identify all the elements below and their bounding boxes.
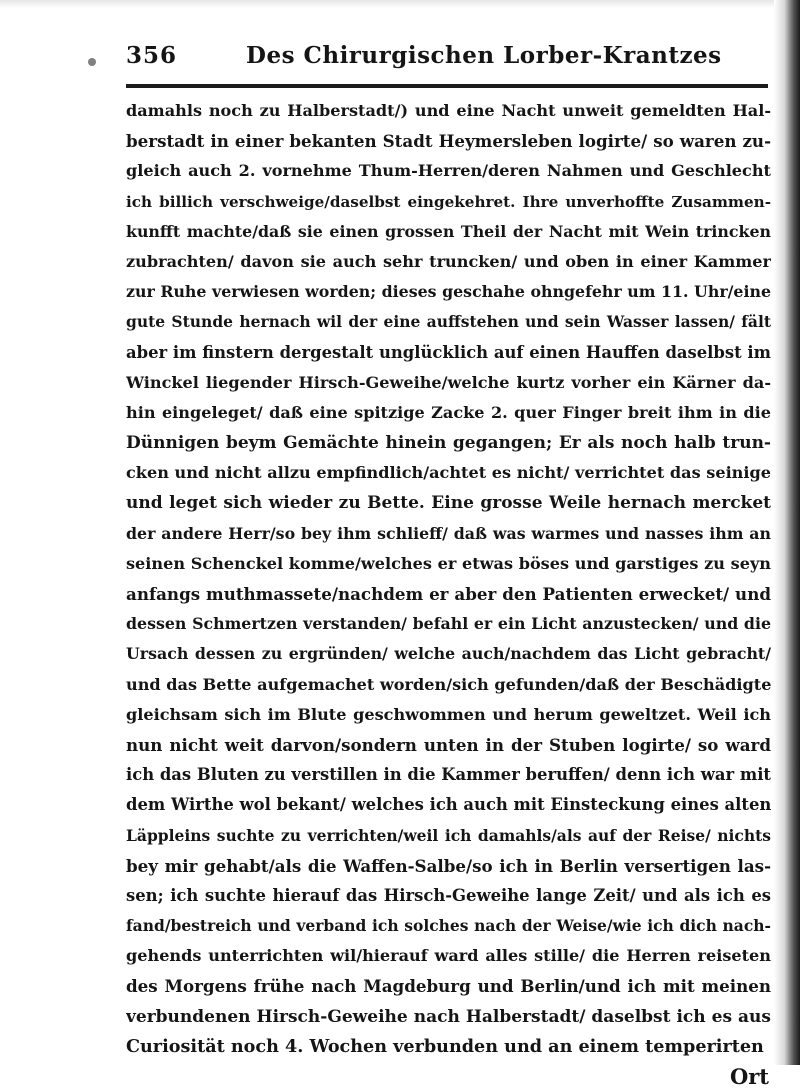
text-line: des Morgens frühe nach Magdeburg und Berlin/und ich mit meinen xyxy=(126,976,771,997)
text-line: nun nicht weit darvon/sondern unten in der Stuben logirte/ so ward xyxy=(126,734,771,755)
text-line: gleich auch 2. vornehme Thum-Herren/deren Nahmen und Geschlecht xyxy=(126,161,771,181)
text-line: gehends unterrichten wil/hierauf ward alles stille/ die Herren reiseten xyxy=(126,946,771,966)
text-line: sen; ich suchte hierauf das Hirsch-Geweihe lange Zeit/ und als ich es xyxy=(126,885,771,905)
book-page xyxy=(126,42,771,1092)
text-line: hin eingeleget/ daß eine spitzige Zacke 2. quer Finger breit ihm in die xyxy=(126,402,771,422)
text-line: zur Ruhe verwiesen worden; dieses geschahe ohngefehr um 11. Uhr/eine xyxy=(126,282,771,302)
running-title: Des Chirurgischen Lorber-Krantzes xyxy=(246,42,722,69)
text-line: aber im finstern dergestalt unglücklich auf einen Hauffen daselbst im xyxy=(126,342,771,362)
catchword: Ort xyxy=(729,1064,769,1089)
text-line: dessen Schmertzen verstanden/ befahl er ein Licht anzustecken/ und die xyxy=(126,614,771,634)
text-line: seinen Schenckel komme/welches er etwas böses und garstiges zu seyn xyxy=(126,553,771,573)
text-line: der andere Herr/so bey ihm schlieff/ daß was warmes und nasses ihm an xyxy=(126,523,771,543)
page-number: 356 xyxy=(126,42,178,69)
text-line: bey mir gehabt/als die Waffen-Salbe/so ich in Berlin versertigen las- xyxy=(126,855,771,876)
text-line: cken und nicht allzu empfindlich/achtet es nicht/ verrichtet das seinige xyxy=(126,463,771,483)
text-line: Dünnigen beym Gemächte hinein gegangen; Er als noch halb trun- xyxy=(126,433,771,454)
text-line: fand/bestreich und verband ich solches nach der Weise/wie ich dich nach- xyxy=(126,916,771,936)
text-line: dem Wirthe wol bekant/ welches ich auch mit Einsteckung eines alten xyxy=(126,795,771,815)
text-line: ich billich verschweige/daselbst eingekehret. Ihre unverhoffte Zusammen- xyxy=(126,192,771,211)
text-line: kunfft machte/daß sie einen grossen Theil der Nacht mit Wein trincken xyxy=(126,221,771,241)
text-line: damahls noch zu Halberstadt/) und eine Nacht unweit gemeldten Hal- xyxy=(126,101,771,120)
text-line: und das Bette aufgemachet worden/sich gefunden/daß der Beschädigte xyxy=(126,674,771,694)
text-line: Winckel liegender Hirsch-Geweihe/welche kurtz vorher ein Kärner da- xyxy=(126,372,771,392)
text-line: zubrachten/ davon sie auch sehr truncken/ und oben in einer Kammer xyxy=(126,251,771,271)
text-line: berstadt in einer bekanten Stadt Heymersleben logirte/ so waren zu- xyxy=(126,131,771,152)
text-line: verbundenen Hirsch-Geweihe nach Halberstadt/ daselbst ich es aus xyxy=(126,1006,771,1027)
header-rule xyxy=(126,84,768,88)
text-line: Läppleins suchte zu verrichten/weil ich damahls/als auf der Reise/ nichts xyxy=(126,825,771,845)
text-line: anfangs muthmassete/nachdem er aber den Patienten erwecket/ und xyxy=(126,584,771,604)
text-line: gute Stunde hernach wil der eine auffstehen und sein Wasser lassen/ fält xyxy=(126,312,771,332)
scan-shadow-top xyxy=(0,0,800,8)
text-line: und leget sich wieder zu Bette. Eine grosse Weile hernach mercket xyxy=(126,493,771,514)
text-line: ich das Bluten zu verstillen in die Kammer beruffen/ denn ich war mit xyxy=(126,765,771,785)
body-text xyxy=(126,96,771,1062)
text-line: Curiosität noch 4. Wochen verbunden und an einem temperirten xyxy=(126,1035,764,1057)
ink-spot xyxy=(88,58,96,66)
text-line: gleichsam sich im Blute geschwommen und herum geweltzet. Weil ich xyxy=(126,704,771,724)
text-line: Ursach dessen zu ergründen/ welche auch/nachdem das Licht gebracht/ xyxy=(126,644,771,664)
scan-shadow-right xyxy=(774,0,800,1065)
running-head xyxy=(126,42,771,82)
